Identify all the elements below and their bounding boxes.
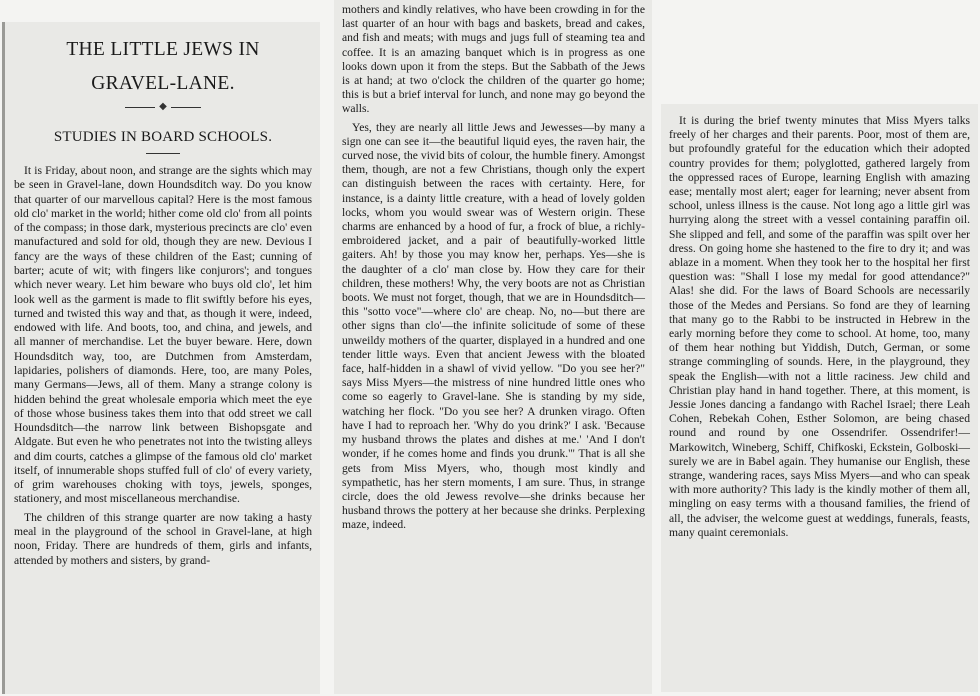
headline-line-1: THE LITTLE JEWS IN bbox=[66, 39, 260, 60]
paragraph-3: mothers and kindly relatives, who have been crowding in for the last quarter of an hour with bags and baskets, bread and cakes, and fish and meats; with mugs and jugs full of steaming tea and coffee. It is an amazing banquet which is in progress as one looks down upon it from the steps. But the Sabbath of the Jews is at hand; at two o'clock the children of the quarter go home; this is but a brief interval for lunch, and none may go beyond the walls. bbox=[342, 3, 645, 116]
paragraph-5: It is during the brief twenty minutes that Miss Myers talks freely of her charges and their parents. Poor, most of them are, but profoundly grateful for the education which their adopted country provides for them; polyglotted, gathered largely from the oppressed races of Europe, learning English with amazing ease; mentally most alert; eager for learning; never absent from school, unless illness is the cause. Not long ago a little girl was hurrying along the street with a vessel containing paraffin oil. She slipped and fell, and some of the paraffin was spilt over her dress. On going home she hastened to the fire to dry it; and was ablaze in a moment. When they took her to the hospital her first question was: "Shall I lose my medal for good attendance?" Alas! she did. For the laws of Board Schools are necessarily those of the Medes and Persians. So fond are they of learning that many go to the Rabbi to be instructed in Hebrew in the early morning before they come to school. At home, too, many of them hear nothing but Yiddish, Dutch, German, or some strange commingling of sounds. Here, in the playground, they speak the English—with not a little raciness. Jew child and Christian play hand in hand together. There, at this moment, is Jessie Jones dancing a fandango with Rachel Israel; there Leah Cohen, Rebekah Cohen, Esther Solomon, are being chased round and round by one Ossendrifer. Ossendrifer!—Markowitch, Wineberg, Schiff, Chifkoski, Eckstein, Golboski—surely we are in Babel again. They humanise our English, these strange, wandering races, says Miss Myers—and who can speak with more authority? This lady is the kindly mother of them all, mingling on easy terms with a thousand families, the friend of all, the adviser, the welcome guest at weddings, funerals, feasts, many quaint ceremonials. bbox=[669, 114, 970, 539]
divider bbox=[146, 153, 180, 154]
subheadline: STUDIES IN BOARD SCHOOLS. bbox=[53, 129, 273, 145]
column-2 bbox=[334, 0, 652, 694]
diamond-icon: ◆ bbox=[159, 101, 167, 112]
ornament-rule bbox=[14, 101, 312, 113]
paragraph-4: Yes, they are nearly all little Jews and Jewesses—by many a sign one can see it—the beautiful liquid eyes, the raven hair, the curved nose, the vivid bits of colour, the humble finery. Amongst them, though, are not a few Christians, though only the expert can distinguish between the races with certainty. Here, for instance, is a dainty little creature, with a head of lovely golden locks, whom you would swear was of Western origin. These charms are enhanced by a hood of fur, a frock of blue, a richly-embroidered jacket, and a pair of beautifully-worked little gaiters. Ah! by those you may know her, perhaps. Yes—she is the daughter of a clo' man close by. How they care for their children, these mothers! Why, the very boots are not as Christian boots. We must not forget, though, that we are in Houndsditch—this "sotto voce"—where clo' are cheap. No, no—but there are other signs than clo'—the infinite solicitude of some of these unweildy mothers of the quarter, displayed in a hundred and one tender little ways. Even that ancient Jewess with the bloated face, half-hidden in a shawl of vivid yellow. "Do you see her?" says Miss Myers—the mistress of nine hundred little ones who come so eagerly to Gravel-lane. She is standing by my side, watching her flock. "Do you see her? A drunken virago. Often have I had to reproach her. 'Why do you drink?' I ask. 'Because my husband throws the plates and dishes at me.' 'And I don't wonder, if he comes home and finds you drunk.'" That is all she gets from Miss Myers, who, though most kindly and sympathetic, has her stern moments, I am sure. Thus, in strange circle, does the old Jewess revolve—she drinks because her husband throws the pottery at her because she drinks. Perplexing maze, indeed. bbox=[342, 120, 645, 532]
column-1 bbox=[2, 22, 320, 694]
column-3 bbox=[661, 104, 978, 692]
headline-line-2: GRAVEL-LANE. bbox=[91, 73, 235, 94]
paragraph-1: It is Friday, about noon, and strange are the sights which may be seen in Gravel-lane, down Houndsditch way. Do you know that quarter of our marvellous capital? Here is the most famous old clo' market in the world; hither come old clo' from all points of the compass; in those dark, mysterious precincts are clo' even manufactured and sold for old, though they are new. Devious I fancy are the ways of these children of the East; cunning of barter; acute of wit; with fingers like conjurors'; and tongues which never weary. Let him beware who buys old clo', let him look well as the garment is made to flit swiftly before his eyes, turned and twisted this way and that, as though it were, indeed, endowed with life. And boots, too, and china, and jewels, and all manner of merchandise. Let the buyer beware. Here, down Houndsditch way, too, are Dutchmen from Amsterdam, lapidaries, polishers of diamonds. Here, too, are many Poles, many Germans—Jews, all of them. Many a strange colony is hidden behind the great wholesale emporia which meet the eye of those whose business takes them into that odd street we call Houndsditch—the narrow link between Bishopsgate and Aldgate. But even he who penetrates not into the twisting alleys and dim courts, catches a glimpse of the famous old clo' market itself, of innumerable shops stuffed full of clo' of every variety, of grim warehouses choking with toys, jewels, sponges, stationery, and most miscellaneous merchandise. bbox=[14, 164, 312, 506]
rule-bar-left bbox=[125, 107, 155, 108]
paragraph-2: The children of this strange quarter are now taking a hasty meal in the playground of the school in Gravel-lane, at high noon, Friday. There are hundreds of them, girls and infants, attended by mothers and sisters, by grand- bbox=[14, 510, 312, 567]
rule-bar-right bbox=[171, 107, 201, 108]
